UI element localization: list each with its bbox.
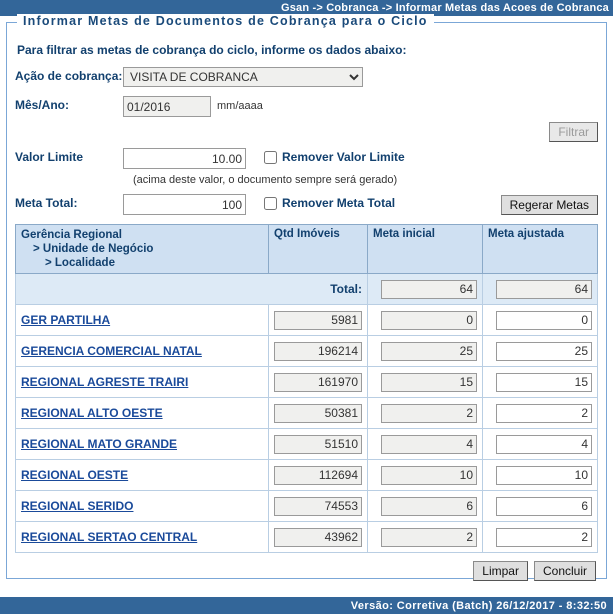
- acao-row: [15, 67, 598, 87]
- total-label: Total:: [16, 274, 368, 305]
- status-bar: [0, 597, 613, 614]
- meta-ajustada-input[interactable]: [496, 373, 592, 392]
- qtd-imoveis-cell: [269, 429, 368, 460]
- meta-ajustada-cell: [483, 398, 598, 429]
- header-meta-inicial: Meta inicial: [368, 225, 483, 274]
- header-localidade: > Localidade: [45, 257, 115, 269]
- meta-total-label: Meta Total:: [15, 196, 78, 210]
- remover-valor-limite-checkbox[interactable]: [264, 151, 277, 164]
- filtrar-row: [15, 122, 598, 142]
- meta-inicial-cell: [368, 522, 483, 553]
- regional-name-cell: [16, 460, 269, 491]
- valor-limite-label: Valor Limite: [15, 150, 84, 164]
- acao-cobranca-select[interactable]: [123, 67, 363, 87]
- meta-inicial-cell: [368, 336, 483, 367]
- meta-inicial-cell: [368, 305, 483, 336]
- meta-ajustada-input[interactable]: [496, 404, 592, 423]
- regional-link[interactable]: REGIONAL OESTE: [21, 468, 129, 482]
- intro-text: Para filtrar as metas de cobrança do ciclo, informe os dados abaixo:: [17, 43, 407, 57]
- meta-inicial-cell: [368, 491, 483, 522]
- mesano-row: [15, 96, 598, 117]
- bottom-buttons: [15, 561, 598, 581]
- meta-inicial-input: [381, 497, 477, 516]
- header-unidade-negocio: > Unidade de Negócio: [33, 243, 154, 255]
- regional-link[interactable]: REGIONAL MATO GRANDE: [21, 437, 178, 451]
- qtd-imoveis-cell: [269, 491, 368, 522]
- main-panel: [6, 14, 607, 579]
- regional-link[interactable]: REGIONAL AGRESTE TRAIRI: [21, 375, 189, 389]
- meta-ajustada-input[interactable]: [496, 435, 592, 454]
- meta-ajustada-input[interactable]: [496, 311, 592, 330]
- regerar-metas-button[interactable]: Regerar Metas: [501, 195, 598, 215]
- valor-limite-note: (acima deste valor, o documento sempre será gerado): [133, 174, 398, 186]
- valor-limite-row: [15, 148, 598, 169]
- regional-link[interactable]: GER PARTILHA: [21, 313, 111, 327]
- regional-name-cell: [16, 522, 269, 553]
- header-qtd-imoveis: Qtd Imóveis: [269, 225, 368, 274]
- metas-table: [15, 224, 598, 553]
- meta-inicial-cell: [368, 398, 483, 429]
- meta-ajustada-input[interactable]: [496, 466, 592, 485]
- total-meta-inicial-cell: [368, 274, 483, 305]
- total-row: [16, 274, 598, 305]
- regional-name-cell: [16, 398, 269, 429]
- meta-ajustada-cell: [483, 429, 598, 460]
- meta-inicial-input: [381, 528, 477, 547]
- remover-meta-total-label: Remover Meta Total: [282, 196, 396, 210]
- qtd-imoveis-input: [274, 373, 362, 392]
- meta-ajustada-input[interactable]: [496, 528, 592, 547]
- meta-inicial-input: [381, 342, 477, 361]
- qtd-imoveis-cell: [269, 398, 368, 429]
- table-body: [16, 274, 598, 553]
- filtrar-button[interactable]: Filtrar: [549, 122, 598, 142]
- qtd-imoveis-input: [274, 404, 362, 423]
- mesano-hint: mm/aaaa: [217, 100, 263, 112]
- table-row: [16, 367, 598, 398]
- qtd-imoveis-cell: [269, 460, 368, 491]
- regional-name-cell: [16, 367, 269, 398]
- table-row: [16, 491, 598, 522]
- table-row: [16, 336, 598, 367]
- meta-inicial-input: [381, 373, 477, 392]
- concluir-button[interactable]: Concluir: [534, 561, 596, 581]
- meta-inicial-cell: [368, 429, 483, 460]
- valor-limite-input[interactable]: [123, 148, 246, 169]
- qtd-imoveis-input: [274, 466, 362, 485]
- header-meta-ajustada: Meta ajustada: [483, 225, 598, 274]
- regional-name-cell: [16, 305, 269, 336]
- table-row: [16, 460, 598, 491]
- table-row: [16, 398, 598, 429]
- meta-inicial-cell: [368, 367, 483, 398]
- remover-meta-total-checkbox[interactable]: [264, 197, 277, 210]
- meta-inicial-input: [381, 404, 477, 423]
- breadcrumb-text: Gsan -> Cobranca -> Informar Metas das Acoes de Cobranca: [280, 2, 609, 14]
- regional-link[interactable]: REGIONAL ALTO OESTE: [21, 406, 163, 420]
- regional-link[interactable]: REGIONAL SERIDO: [21, 499, 134, 513]
- hierarchy-header: [16, 225, 269, 274]
- qtd-imoveis-input: [274, 497, 362, 516]
- remover-valor-limite-label: Remover Valor Limite: [282, 150, 405, 164]
- meta-inicial-input: [381, 466, 477, 485]
- total-meta-ajustada-input: [496, 280, 592, 299]
- table-row: [16, 305, 598, 336]
- meta-total-row: [15, 194, 598, 215]
- meta-inicial-input: [381, 435, 477, 454]
- table-row: [16, 429, 598, 460]
- meta-ajustada-cell: [483, 522, 598, 553]
- qtd-imoveis-input: [274, 435, 362, 454]
- mesano-input[interactable]: [123, 96, 211, 117]
- meta-ajustada-cell: [483, 336, 598, 367]
- regional-link[interactable]: REGIONAL SERTAO CENTRAL: [21, 530, 198, 544]
- meta-ajustada-input[interactable]: [496, 497, 592, 516]
- meta-ajustada-input[interactable]: [496, 342, 592, 361]
- page-title: Informar Metas de Documentos de Cobrança para o Ciclo: [17, 14, 434, 28]
- meta-total-input[interactable]: [123, 194, 246, 215]
- regional-name-cell: [16, 336, 269, 367]
- table-row: [16, 522, 598, 553]
- qtd-imoveis-input: [274, 311, 362, 330]
- total-meta-inicial-input: [381, 280, 477, 299]
- qtd-imoveis-cell: [269, 336, 368, 367]
- regional-name-cell: [16, 491, 269, 522]
- mesano-label: Mês/Ano:: [15, 98, 69, 112]
- meta-inicial-input: [381, 311, 477, 330]
- meta-ajustada-cell: [483, 460, 598, 491]
- regional-name-cell: [16, 429, 269, 460]
- total-meta-ajustada-cell: [483, 274, 598, 305]
- qtd-imoveis-cell: [269, 367, 368, 398]
- qtd-imoveis-cell: [269, 305, 368, 336]
- meta-ajustada-cell: [483, 491, 598, 522]
- qtd-imoveis-cell: [269, 522, 368, 553]
- meta-inicial-cell: [368, 460, 483, 491]
- meta-ajustada-cell: [483, 367, 598, 398]
- version-text: Versão: Corretiva (Batch) 26/12/2017 - 8:32:50: [350, 599, 607, 612]
- regional-link[interactable]: GERENCIA COMERCIAL NATAL: [21, 344, 202, 358]
- qtd-imoveis-input: [274, 342, 362, 361]
- panel-body: [7, 23, 606, 587]
- meta-ajustada-cell: [483, 305, 598, 336]
- header-gerencia-regional: Gerência Regional: [21, 229, 122, 241]
- qtd-imoveis-input: [274, 528, 362, 547]
- table-header-row: [16, 225, 598, 274]
- limpar-button[interactable]: Limpar: [473, 561, 528, 581]
- acao-label: Ação de cobrança:: [15, 69, 123, 83]
